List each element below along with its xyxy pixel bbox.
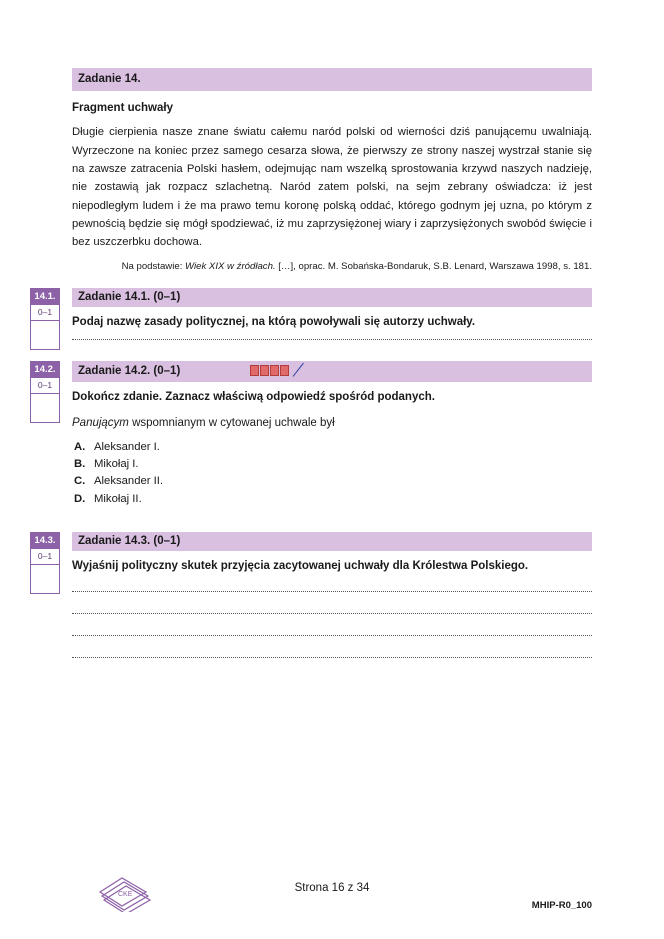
page-number: Strona 16 z 34 <box>294 882 370 894</box>
mark-square-4 <box>280 365 289 376</box>
option-c[interactable] <box>74 473 592 490</box>
marker-number-14-3: 14.3. <box>30 532 60 549</box>
exam-code: MHIP-R0_100 <box>531 900 592 911</box>
question-header-14-2 <box>72 361 592 382</box>
question-stem-italic-14-2: Panującym <box>72 417 129 430</box>
page-content <box>34 68 592 679</box>
answer-line[interactable] <box>72 339 592 340</box>
question-stem-14-2 <box>72 417 592 429</box>
answer-lines-14-3[interactable] <box>72 591 592 658</box>
question-header-label-14-2: Zadanie 14.2. (0–1) <box>78 364 181 377</box>
answer-line[interactable] <box>72 613 592 614</box>
source-text: Długie cierpienia nasze znane światu całemu naród polski od wierności dziś panującemu uwalniają. Wyrzeczone na koniec przez samego cesarza słowa, że pierwszy ze strony naszej wystrzał stanie się na zawsze zatracenia Polski hasłem, odejmując nam wszelką sprostowania krzywd naszych nadzieję, nie zostawią jak rozpacz szlachetną. Naród zatem polski, na sejm zebrany oświadcza: iż jest niepodległym ludem i że ma prawo temu koronę polską oddać, którego godnym jej uzna, po którym z pewnością będzie się mógł spodziewać, iż mu zaprzysiężonej wiary i zaprzysiężonych swobód święcie i bez uszczerbku dochowa. <box>72 126 592 249</box>
option-c-letter: C. <box>74 475 86 488</box>
question-14-3 <box>34 532 592 658</box>
question-instruction-14-1: Podaj nazwę zasady politycznej, na którą powoływali się autorzy uchwały. <box>72 315 476 328</box>
marker-score-box-14-1[interactable] <box>30 321 60 350</box>
answer-marks-icon <box>250 365 289 376</box>
option-b-text: Mikołaj I. <box>94 458 139 471</box>
option-d-letter: D. <box>74 492 86 505</box>
answer-lines-14-1[interactable] <box>72 339 592 340</box>
source-attribution-rest: […], oprac. M. Sobańska-Bondaruk, S.B. Lenard, Warszawa 1998, s. 181. <box>275 261 592 273</box>
source-attribution-prefix: Na podstawie: <box>121 261 186 273</box>
marker-score-box-14-2[interactable] <box>30 394 60 423</box>
source-attribution <box>72 260 592 273</box>
marker-14-1 <box>30 288 60 350</box>
mark-square-2 <box>260 365 269 376</box>
option-b-letter: B. <box>74 458 86 471</box>
question-instruction-14-2: Dokończ zdanie. Zaznacz właściwą odpowiedź spośród podanych. <box>72 390 435 403</box>
mark-square-1 <box>250 365 259 376</box>
source-heading: Fragment uchwały <box>72 102 173 115</box>
task-band-14: Zadanie 14. <box>72 68 592 91</box>
page-footer <box>0 872 664 922</box>
option-a-text: Aleksander I. <box>94 441 160 454</box>
answer-line[interactable] <box>72 635 592 636</box>
option-b[interactable] <box>74 456 592 473</box>
marker-points-14-2: 0–1 <box>30 378 60 394</box>
question-stem-rest-14-2: wspomnianym w cytowanej uchwale był <box>128 417 335 430</box>
options-list-14-2 <box>74 439 592 508</box>
source-attribution-title: Wiek XIX w źródłach. <box>185 261 276 273</box>
question-header-14-3: Zadanie 14.3. (0–1) <box>72 532 592 551</box>
question-header-14-1: Zadanie 14.1. (0–1) <box>72 288 592 307</box>
marker-number-14-1: 14.1. <box>30 288 60 305</box>
option-c-text: Aleksander II. <box>94 475 164 488</box>
marker-number-14-2: 14.2. <box>30 361 60 378</box>
answer-line[interactable] <box>72 591 592 592</box>
marker-score-box-14-3[interactable] <box>30 565 60 594</box>
marker-14-2 <box>30 361 60 423</box>
svg-text:CKE: CKE <box>118 891 133 898</box>
option-d[interactable] <box>74 491 592 508</box>
option-a-letter: A. <box>74 441 86 454</box>
mark-square-3 <box>270 365 279 376</box>
answer-line[interactable] <box>72 657 592 658</box>
marker-points-14-3: 0–1 <box>30 549 60 565</box>
marker-14-3 <box>30 532 60 594</box>
option-d-text: Mikołaj II. <box>94 492 142 505</box>
pen-stroke-icon <box>292 364 306 378</box>
question-14-2 <box>34 361 592 508</box>
question-14-1 <box>34 288 592 340</box>
marker-points-14-1: 0–1 <box>30 305 60 321</box>
question-instruction-14-3: Wyjaśnij polityczny skutek przyjęcia zacytowanej uchwały dla Królestwa Polskiego. <box>72 559 529 572</box>
option-a[interactable] <box>74 439 592 456</box>
